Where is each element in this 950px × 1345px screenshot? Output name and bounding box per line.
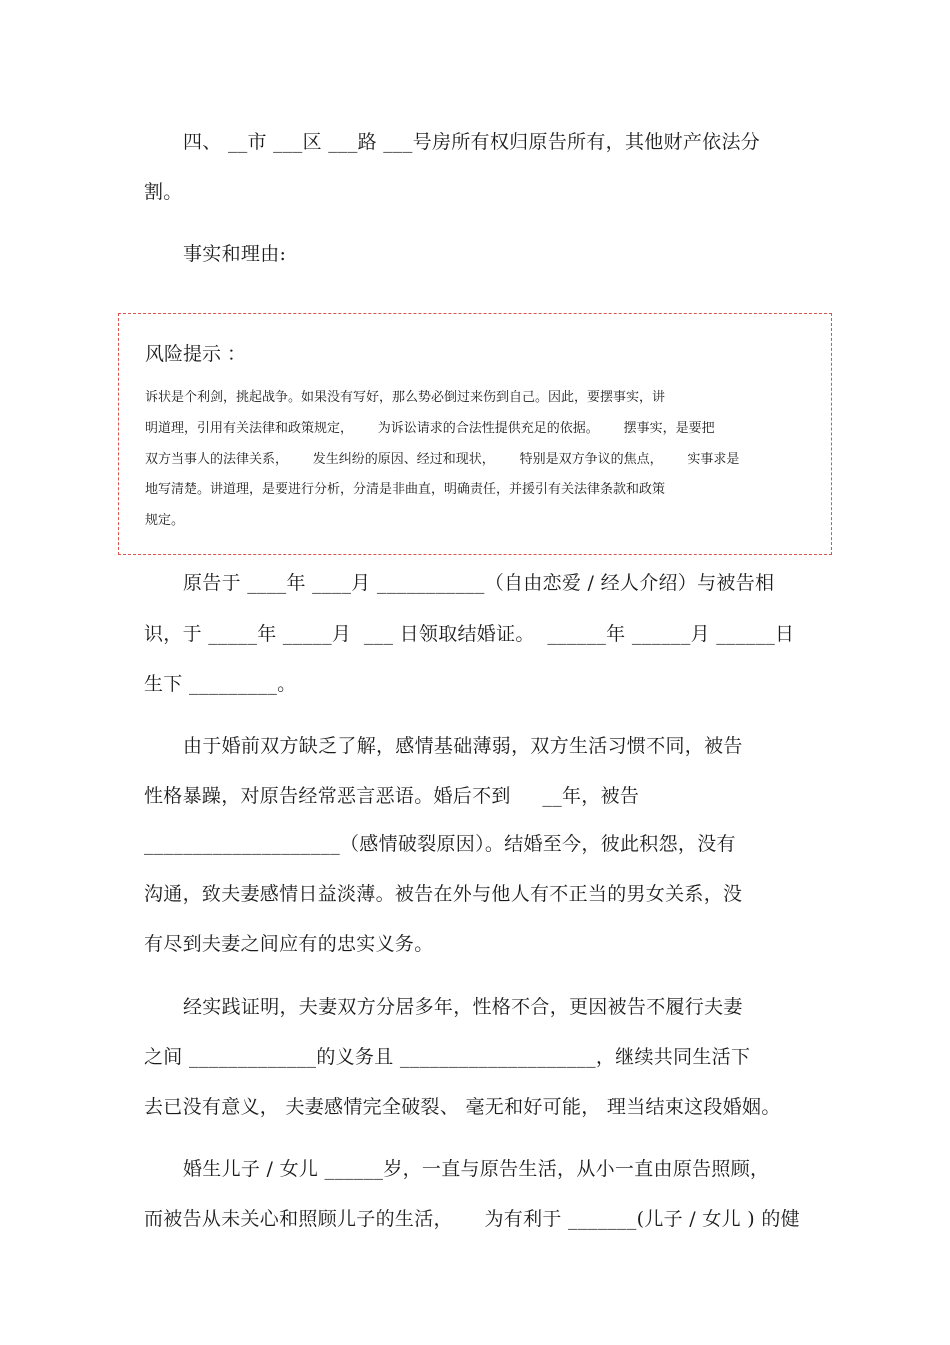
paragraph-2-line: 性格暴躁，对原告经常恶言恶语。婚后不到 __年，被告	[144, 785, 640, 807]
paragraph-1-line: 识，于 _____年 _____月 ___ 日领取结婚证。 ______年 ______月 ______日	[144, 623, 795, 645]
item-4-line-1: 四、 __市 ___区 ___路 ___号房所有权归原告所有，其他财产依法分	[183, 131, 761, 153]
item-4-line-2: 割。	[144, 181, 183, 203]
paragraph-3-line: 经实践证明，夫妻双方分居多年，性格不合，更因被告不履行夫妻	[183, 996, 743, 1018]
paragraph-2-line: 沟通，致夫妻感情日益淡薄。被告在外与他人有不正当的男女关系，没	[144, 883, 743, 905]
risk-tip-line: 明道理，引用有关法律和政策规定， 为诉讼请求的合法性提供充足的依据。 摆事实，是要把	[145, 421, 715, 436]
risk-tip-line: 地写清楚。讲道理，是要进行分析，分清是非曲直，明确责任，并援引有关法律条款和政策	[145, 482, 666, 497]
paragraph-1-line: 原告于 ____年 ____月 ___________（自由恋爱 / 经人介绍）与被告相	[183, 572, 775, 594]
paragraph-2-line: ____________________（感情破裂原因）。结婚至今，彼此积怨，没有	[144, 833, 736, 855]
paragraph-4-line: 而被告从未关心和照顾儿子的生活， 为有利于 _______(儿子 / 女儿 ) 的健	[144, 1208, 800, 1230]
risk-tip-line: 规定。	[145, 513, 185, 528]
paragraph-1-line: 生下 _________。	[144, 673, 297, 695]
risk-tip-title: 风险提示 ：	[145, 343, 247, 365]
risk-tip-line: 双方当事人的法律关系， 发生纠纷的原因、经过和现状， 特别是双方争议的焦点， 实事求是	[145, 452, 740, 467]
facts-heading: 事实和理由:	[183, 243, 287, 265]
paragraph-4-line: 婚生儿子 / 女儿 ______岁，一直与原告生活，从小一直由原告照顾，	[183, 1158, 770, 1180]
paragraph-2-line: 有尽到夫妻之间应有的忠实义务。	[144, 933, 434, 955]
paragraph-3-line: 去已没有意义， 夫妻感情完全破裂、 毫无和好可能， 理当结束这段婚姻。	[144, 1096, 781, 1118]
paragraph-2-line: 由于婚前双方缺乏了解，感情基础薄弱，双方生活习惯不同，被告	[183, 735, 743, 757]
paragraph-3-line: 之间 _____________的义务且 ____________________，继续共同生活下	[144, 1046, 751, 1068]
risk-tip-box	[118, 313, 832, 555]
risk-tip-line: 诉状是个利剑，挑起战争。如果没有写好，那么势必倒过来伤到自己。因此，要摆事实，讲	[145, 390, 666, 405]
